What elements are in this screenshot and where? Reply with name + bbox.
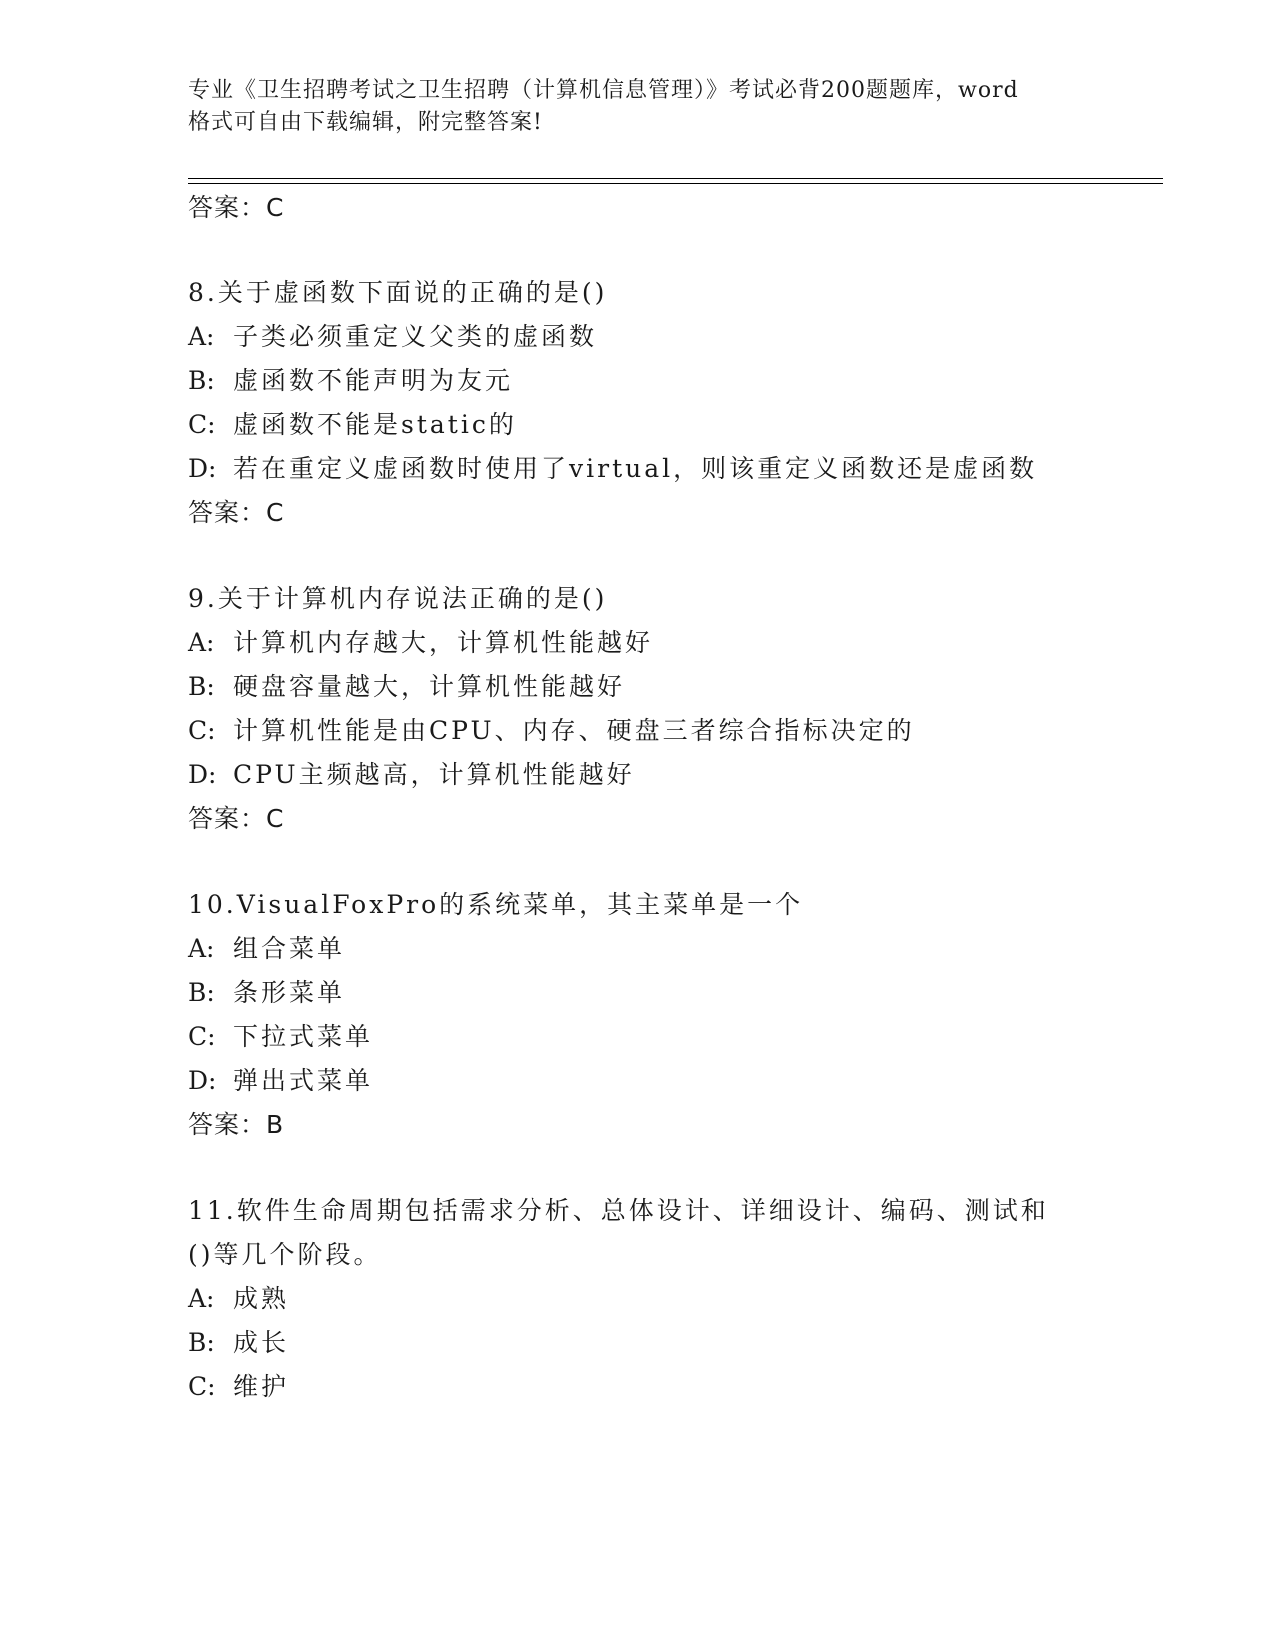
option-c [188, 1022, 373, 1052]
option-key: B: [188, 672, 215, 701]
option-text: 成熟 [233, 1284, 290, 1313]
header-line-1: 专业《卫生招聘考试之卫生招聘（计算机信息管理）》考试必背200题题库，word [188, 78, 1019, 103]
option-text: 弹出式菜单 [233, 1066, 374, 1095]
option-c [188, 1372, 289, 1402]
question-stem: 10.VisualFoxPro的系统菜单，其主菜单是一个 [188, 890, 804, 919]
option-key: A: [188, 322, 215, 351]
document-header [188, 75, 1108, 139]
option-text: 硬盘容量越大，计算机性能越好 [233, 672, 626, 701]
option-key: D: [188, 1066, 217, 1095]
option-b [188, 1328, 289, 1358]
option-key: D: [188, 760, 217, 789]
option-c [188, 716, 915, 746]
option-key: B: [188, 1328, 215, 1357]
option-key: A: [188, 1284, 215, 1313]
option-a [188, 628, 653, 658]
option-key: C: [188, 1372, 216, 1401]
header-divider-top [188, 178, 1163, 179]
option-text: CPU主频越高，计算机性能越好 [233, 760, 635, 789]
option-text: 组合菜单 [233, 934, 346, 963]
answer-line [188, 1110, 284, 1140]
option-key: C: [188, 716, 216, 745]
option-text: 条形菜单 [233, 978, 346, 1007]
option-text: 下拉式菜单 [233, 1022, 374, 1051]
option-text: 维护 [233, 1372, 290, 1401]
answer-label: 答案： [188, 804, 267, 833]
option-a [188, 322, 597, 352]
option-key: B: [188, 366, 215, 395]
option-key: A: [188, 934, 215, 963]
option-a [188, 1284, 289, 1314]
option-b [188, 366, 513, 396]
option-b [188, 672, 625, 702]
answer-value: C [266, 193, 285, 222]
answer-line [188, 193, 284, 223]
option-text: 成长 [233, 1328, 290, 1357]
answer-label: 答案： [188, 498, 267, 527]
option-text: 计算机内存越大，计算机性能越好 [233, 628, 654, 657]
option-c [188, 410, 517, 440]
answer-value: C [266, 804, 285, 833]
option-d [188, 760, 635, 790]
answer-value: B [266, 1110, 285, 1139]
option-b [188, 978, 345, 1008]
option-d [188, 1066, 373, 1096]
question-stem-line-1: 11.软件生命周期包括需求分析、总体设计、详细设计、编码、测试和 [188, 1196, 1049, 1225]
answer-line [188, 804, 284, 834]
option-d [188, 454, 1037, 484]
question-stem: 9.关于计算机内存说法正确的是() [188, 584, 608, 613]
option-key: C: [188, 1022, 216, 1051]
option-key: B: [188, 978, 215, 1007]
option-text: 虚函数不能是static的 [233, 410, 517, 439]
question-stem-line-2: ()等几个阶段。 [188, 1240, 382, 1269]
answer-label: 答案： [188, 1110, 267, 1139]
question-stem: 8.关于虚函数下面说的正确的是() [188, 278, 608, 307]
answer-line [188, 498, 284, 528]
option-a [188, 934, 345, 964]
answer-label: 答案： [188, 193, 267, 222]
option-key: A: [188, 628, 215, 657]
option-text: 计算机性能是由CPU、内存、硬盘三者综合指标决定的 [233, 716, 915, 745]
header-divider-bottom [188, 183, 1163, 184]
option-text: 若在重定义虚函数时使用了virtual，则该重定义函数还是虚函数 [233, 454, 1038, 483]
option-key: C: [188, 410, 216, 439]
option-text: 虚函数不能声明为友元 [233, 366, 514, 395]
answer-value: C [266, 498, 285, 527]
option-key: D: [188, 454, 217, 483]
header-line-2: 格式可自由下载编辑，附完整答案! [188, 110, 543, 135]
option-text: 子类必须重定义父类的虚函数 [233, 322, 598, 351]
